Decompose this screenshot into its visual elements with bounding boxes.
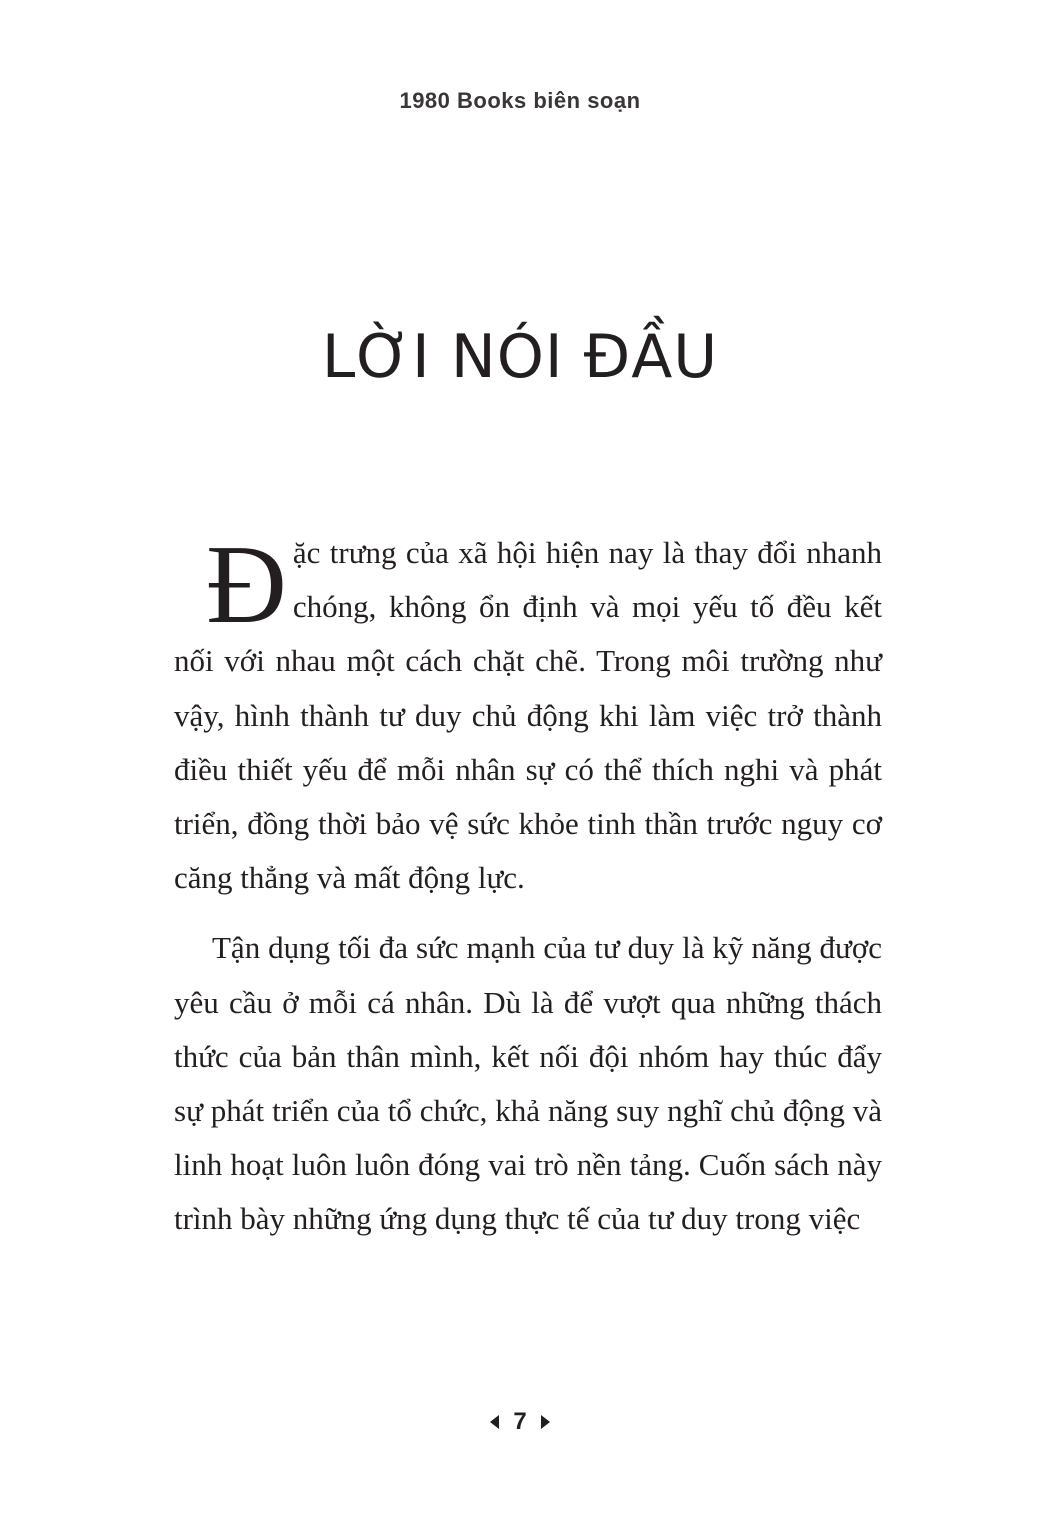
- body-text: [174, 523, 882, 1247]
- triangle-right-icon: [541, 1415, 550, 1429]
- page-footer: [0, 1408, 1040, 1436]
- triangle-left-icon: [490, 1415, 499, 1429]
- drop-cap: Đ: [206, 523, 287, 647]
- page-number: 7: [513, 1408, 527, 1435]
- running-header: 1980 Books biên soạn: [399, 88, 641, 113]
- paragraph-1: [174, 523, 882, 905]
- chapter-title: LỜI NÓI ĐẦU: [321, 322, 719, 392]
- paragraph-1-text: ặc trưng của xã hội hiện nay là thay đổi nhanh chóng, không ổn định và mọi yếu tố đều kết nối với nhau một cách chặt chẽ. Trong môi trường như vậy, hình thành tư duy chủ động khi làm việc trở thành điều thiết yếu để mỗi nhân sự có thể thích nghi và phát triển, đồng thời bảo vệ sức khỏe tinh thần trước nguy cơ căng thẳng và mất động lực.: [174, 535, 882, 896]
- paragraph-2: Tận dụng tối đa sức mạnh của tư duy là kỹ năng được yêu cầu ở mỗi cá nhân. Dù là để vượt qua những thách thức của bản thân mình, kết nối đội nhóm hay thúc đẩy sự phát triển của tổ chức, khả năng suy nghĩ chủ động và linh hoạt luôn luôn đóng vai trò nền tảng. Cuốn sách này trình bày những ứng dụng thực tế của tư duy trong việc: [174, 930, 882, 1237]
